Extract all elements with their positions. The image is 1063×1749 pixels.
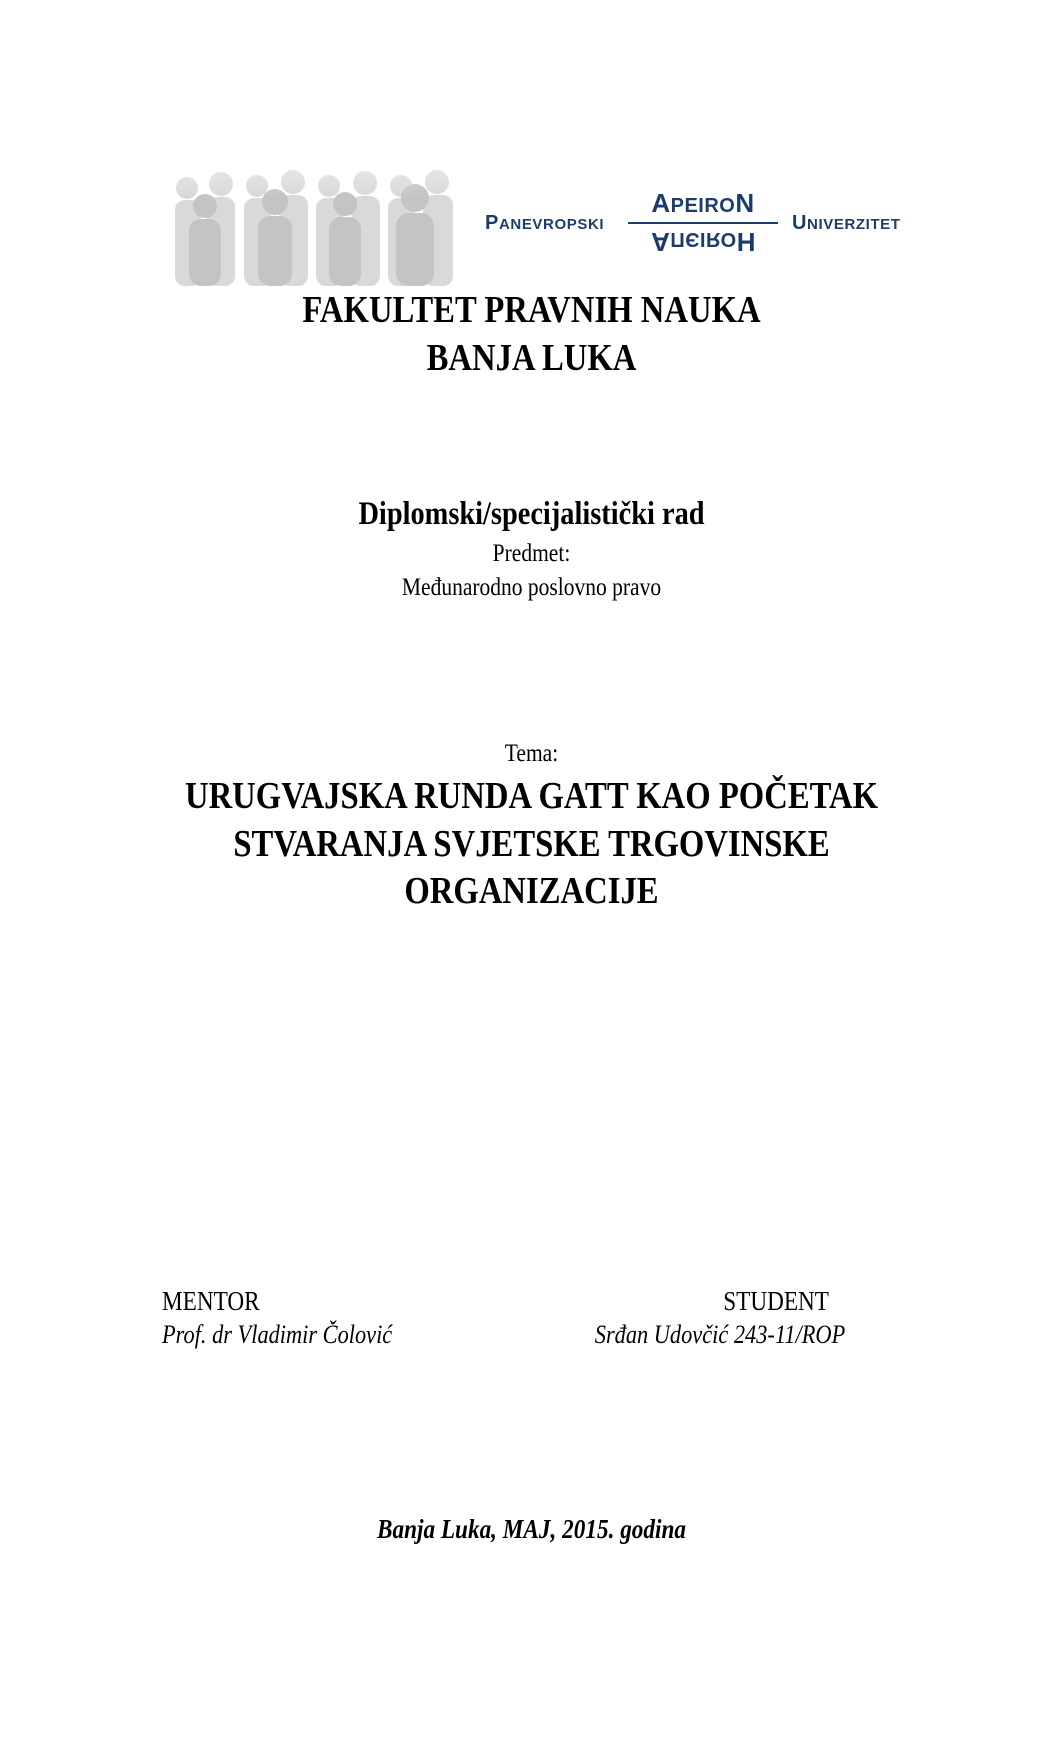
student-label: STUDENT	[723, 1286, 829, 1316]
logo-apeiron: APEIRON	[651, 188, 755, 218]
logo-divider	[628, 222, 778, 224]
student-name: Srđan Udovčić 243-11/ROP	[594, 1320, 845, 1349]
logo-word-panevropski: PANEVROPSKI	[485, 212, 605, 234]
subject-value: Međunarodno poslovno pravo	[401, 574, 662, 601]
topic-label: Tema:	[504, 740, 559, 767]
logo-word-univerzitet: UNIVERZITET	[792, 212, 901, 234]
mentor-name: Prof. dr Vladimir Čolović	[162, 1320, 393, 1349]
people-silhouettes-icon	[165, 148, 465, 286]
topic-title-line-3: ORGANIZACIJE	[404, 870, 659, 912]
topic-title-line-1: URUGVAJSKA RUNDA GATT KAO POČETAK	[184, 775, 879, 817]
thesis-type: Diplomski/specijalistički rad	[358, 496, 705, 532]
subject-label: Predmet:	[492, 540, 571, 567]
faculty-name: FAKULTET PRAVNIH NAUKA	[302, 289, 761, 331]
faculty-city: BANJA LUKA	[426, 337, 637, 379]
mentor-label: MENTOR	[162, 1286, 260, 1316]
place-and-date: Banja Luka, MAJ, 2015. godina	[376, 1514, 687, 1544]
topic-title-line-2: STVARANJA SVJETSKE TRGOVINSKE	[233, 823, 830, 865]
logo-apeiron-mirrored: HОЯIЭПA	[650, 227, 756, 257]
